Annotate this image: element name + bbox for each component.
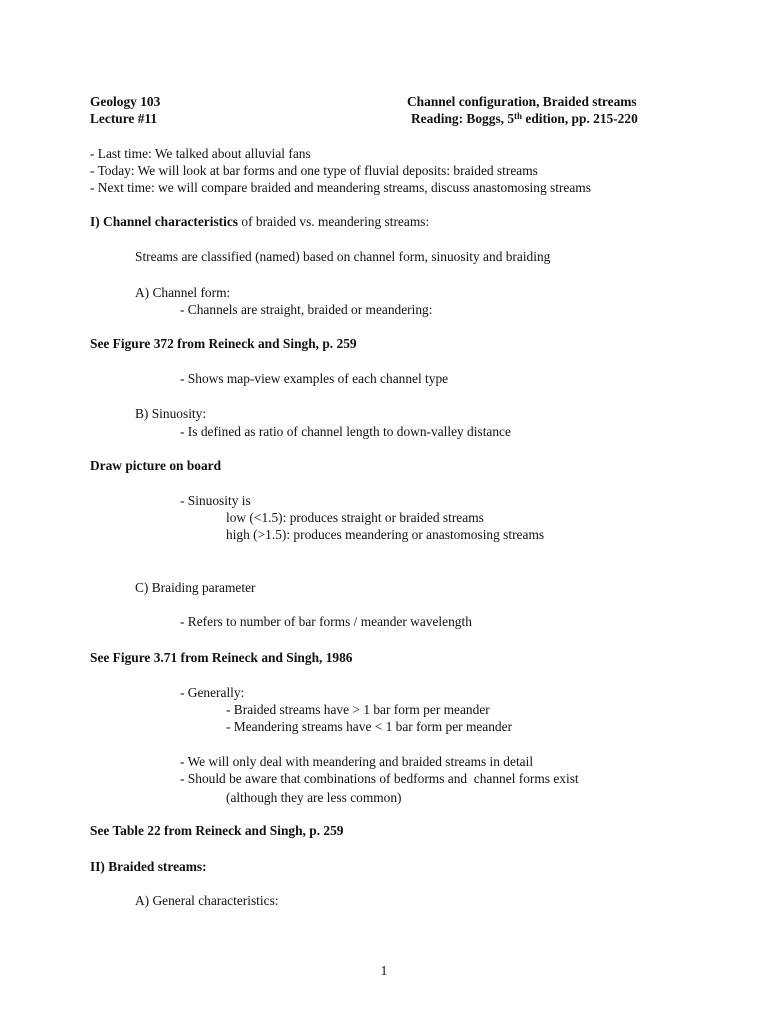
sinuosity-low: low (<1.5): produces straight or braided streams	[226, 510, 484, 525]
classification-text: Streams are classified (named) based on channel form, sinuosity and braiding	[135, 249, 551, 264]
section-1-heading-bold: I) Channel characteristics	[90, 214, 239, 229]
table-22-reference: See Table 22 from Reineck and Singh, p. 259	[90, 823, 344, 838]
course-title: Geology 103	[90, 94, 161, 109]
channel-form-label: A) Channel form:	[135, 285, 231, 300]
less-common-note: (although they are less common)	[226, 790, 402, 805]
intro-today: - Today: We will look at bar forms and one type of fluvial deposits: braided streams	[90, 163, 538, 178]
intro-last-time: - Last time: We talked about alluvial fans	[90, 146, 311, 161]
sinuosity-high: high (>1.5): produces meandering or anastomosing streams	[226, 527, 545, 542]
reading-assignment	[411, 111, 638, 127]
braiding-parameter-label: C) Braiding parameter	[135, 580, 256, 595]
draw-picture-note: Draw picture on board	[90, 458, 222, 473]
figure-372-reference: See Figure 372 from Reineck and Singh, p. 259	[90, 336, 357, 351]
braided-streams-rule: - Braided streams have > 1 bar form per meander	[226, 702, 490, 717]
sinuosity-definition: - Is defined as ratio of channel length to down-valley distance	[180, 424, 511, 439]
intro-next-time: - Next time: we will compare braided and meandering streams, discuss anastomosing streams	[90, 180, 591, 195]
combinations-note: - Should be aware that combinations of bedforms and channel forms exist	[180, 771, 579, 786]
reading-superscript: th	[514, 111, 523, 121]
lecture-topic: Channel configuration, Braided streams	[407, 94, 637, 109]
section-1-heading	[90, 214, 429, 230]
section-2-heading: II) Braided streams:	[90, 859, 207, 874]
section-1-heading-rest: of braided vs. meandering streams:	[238, 214, 430, 229]
sinuosity-is: - Sinuosity is	[180, 493, 251, 508]
generally-label: - Generally:	[180, 685, 245, 700]
figure-371-reference: See Figure 3.71 from Reineck and Singh, 1986	[90, 650, 353, 665]
general-characteristics-label: A) General characteristics:	[135, 893, 279, 908]
lecture-number: Lecture #11	[90, 111, 158, 126]
page-number: 1	[380, 963, 388, 978]
map-view-note: - Shows map-view examples of each channel type	[180, 371, 449, 386]
detail-scope-note: - We will only deal with meandering and braided streams in detail	[180, 754, 534, 769]
meandering-streams-rule: - Meandering streams have < 1 bar form per meander	[226, 719, 513, 734]
sinuosity-label: B) Sinuosity:	[135, 406, 207, 421]
channel-form-item: - Channels are straight, braided or meandering:	[180, 302, 433, 317]
reading-suffix: edition, pp. 215-220	[522, 111, 638, 126]
reading-prefix: Reading: Boggs, 5	[411, 111, 515, 126]
braiding-parameter-item: - Refers to number of bar forms / meander wavelength	[180, 614, 472, 629]
